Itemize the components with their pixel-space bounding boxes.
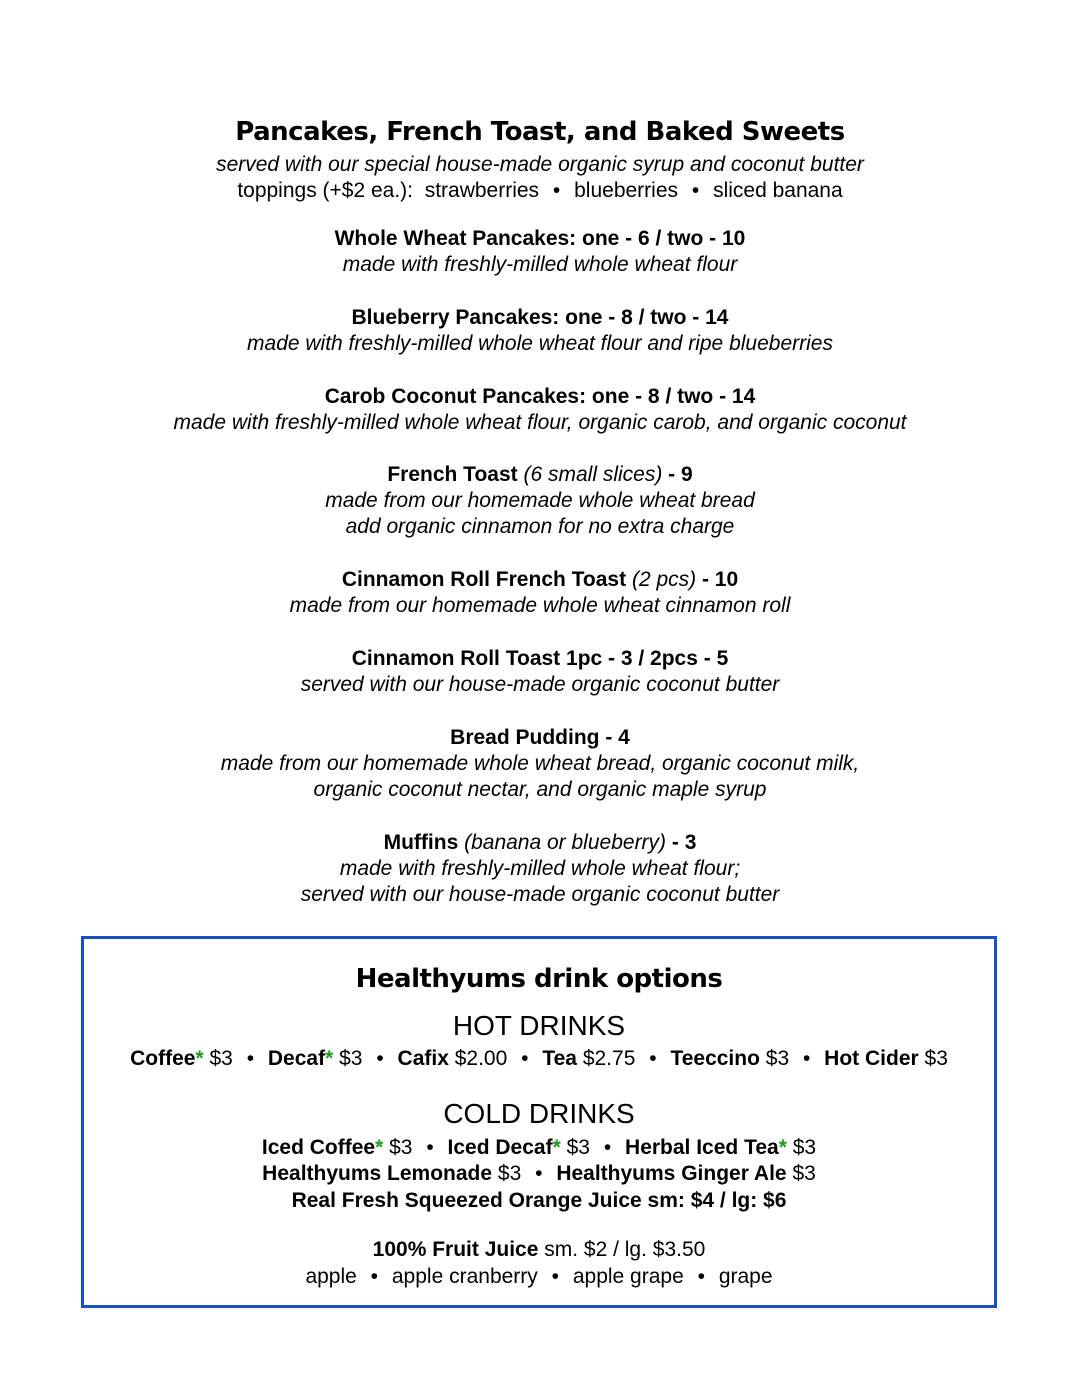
item-desc: add organic cinnamon for no extra charge bbox=[345, 515, 735, 538]
item-price: - 9 bbox=[662, 463, 693, 486]
star-mark: * bbox=[375, 1136, 384, 1159]
item-desc: made with freshly-milled whole wheat flour; bbox=[339, 857, 741, 880]
drink-name: Cafix bbox=[397, 1047, 449, 1070]
menu-item bbox=[0, 384, 1080, 436]
drink-name: Healthyums Lemonade bbox=[262, 1162, 493, 1185]
item-name: Whole Wheat Pancakes: one - 6 / two - 10 bbox=[334, 227, 746, 250]
item-name bbox=[0, 830, 1080, 856]
item-name: Cinnamon Roll Toast 1pc - 3 / 2pcs - 5 bbox=[351, 647, 729, 670]
menu-item bbox=[0, 305, 1080, 357]
item-name: Blueberry Pancakes: one - 8 / two - 14 bbox=[351, 306, 729, 329]
item-title: Muffins bbox=[383, 831, 459, 854]
orange-juice-line: Real Fresh Squeezed Orange Juice sm: $4 / lg: $6 bbox=[291, 1189, 787, 1212]
drink-price: $3 bbox=[497, 1162, 522, 1185]
item-desc: made from our homemade whole wheat bread bbox=[325, 489, 755, 512]
bullet: • bbox=[697, 1265, 705, 1288]
item-price: - 3 bbox=[666, 831, 697, 854]
page-title: Pancakes, French Toast, and Baked Sweets bbox=[235, 117, 845, 147]
toppings-label: toppings (+$2 ea.): bbox=[237, 179, 414, 202]
bullet: • bbox=[603, 1136, 612, 1159]
drink-price: $2.75 bbox=[582, 1047, 636, 1070]
menu-item bbox=[0, 830, 1080, 908]
drinks-title: Healthyums drink options bbox=[355, 964, 723, 994]
drink-price: $3 bbox=[389, 1136, 413, 1159]
drink-name: Iced Decaf bbox=[447, 1136, 553, 1159]
menu-item bbox=[0, 725, 1080, 803]
drink-name: Teeccino bbox=[670, 1047, 760, 1070]
item-desc: made with freshly-milled whole wheat flour and ripe blueberries bbox=[247, 332, 833, 355]
drink-price: $3 bbox=[339, 1047, 363, 1070]
flavor: grape bbox=[718, 1265, 773, 1288]
star-mark: * bbox=[778, 1136, 787, 1159]
bullet: • bbox=[370, 1265, 379, 1288]
item-note: (banana or blueberry) bbox=[464, 831, 667, 854]
item-note: (2 pcs) bbox=[631, 568, 697, 591]
item-desc: made from our homemade whole wheat bread, organic coconut milk, bbox=[220, 752, 860, 775]
item-desc: made with freshly-milled whole wheat flour, organic carob, and organic coconut bbox=[173, 411, 907, 434]
bullet: • bbox=[691, 179, 700, 202]
item-desc: served with our house-made organic coconut butter bbox=[300, 883, 780, 906]
item-desc: organic coconut nectar, and organic maple syrup bbox=[313, 778, 767, 801]
item-name bbox=[0, 462, 1080, 488]
topping: sliced banana bbox=[713, 179, 843, 202]
drink-price: $3 bbox=[792, 1136, 817, 1159]
drink-name: 100% Fruit Juice bbox=[372, 1238, 539, 1261]
cold-drinks-line bbox=[84, 1161, 994, 1187]
bullet: • bbox=[426, 1136, 434, 1159]
drink-name: Coffee bbox=[130, 1047, 196, 1070]
bullet: • bbox=[521, 1047, 529, 1070]
drink-price: $3 bbox=[765, 1047, 790, 1070]
drink-price: sm. $2 / lg. $3.50 bbox=[544, 1238, 706, 1261]
item-desc: made from our homemade whole wheat cinnamon roll bbox=[289, 594, 791, 617]
flavor: apple bbox=[305, 1265, 357, 1288]
drink-name: Hot Cider bbox=[824, 1047, 919, 1070]
item-desc: made with freshly-milled whole wheat flour bbox=[342, 253, 738, 276]
drink-name: Decaf bbox=[267, 1047, 326, 1070]
item-title: French Toast bbox=[387, 463, 518, 486]
bullet: • bbox=[246, 1047, 255, 1070]
drink-name: Healthyums Ginger Ale bbox=[556, 1162, 787, 1185]
topping: strawberries bbox=[424, 179, 540, 202]
star-mark: * bbox=[325, 1047, 334, 1070]
drink-price: $2.00 bbox=[454, 1047, 508, 1070]
drink-name: Iced Coffee bbox=[261, 1136, 376, 1159]
hot-drinks-heading: HOT DRINKS bbox=[452, 1010, 626, 1041]
cold-drinks-line bbox=[84, 1135, 994, 1161]
drink-price: $3 bbox=[566, 1136, 590, 1159]
drink-price: $3 bbox=[209, 1047, 233, 1070]
item-name bbox=[0, 567, 1080, 593]
topping: blueberries bbox=[574, 179, 679, 202]
drinks-box bbox=[81, 936, 997, 1308]
menu-item bbox=[0, 226, 1080, 278]
item-title: Cinnamon Roll French Toast bbox=[341, 568, 627, 591]
item-desc: served with our house-made organic coconut butter bbox=[300, 673, 780, 696]
flavor: apple cranberry bbox=[391, 1265, 538, 1288]
intro bbox=[0, 152, 1080, 204]
drink-price: $3 bbox=[924, 1047, 948, 1070]
bullet: • bbox=[535, 1162, 543, 1185]
flavor: apple grape bbox=[572, 1265, 684, 1288]
intro-line: served with our special house-made organic syrup and coconut butter bbox=[216, 153, 864, 176]
menu-item bbox=[0, 567, 1080, 619]
item-price: - 10 bbox=[696, 568, 739, 591]
bullet: • bbox=[802, 1047, 811, 1070]
hot-drinks-line bbox=[84, 1046, 994, 1072]
bullet: • bbox=[376, 1047, 384, 1070]
fruit-flavors-line bbox=[84, 1264, 994, 1290]
fruit-juice-line bbox=[84, 1237, 994, 1263]
star-mark: * bbox=[552, 1136, 561, 1159]
item-note: (6 small slices) bbox=[523, 463, 663, 486]
toppings-line bbox=[0, 178, 1080, 204]
item-name: Bread Pudding - 4 bbox=[450, 726, 630, 749]
drink-name: Herbal Iced Tea bbox=[625, 1136, 779, 1159]
menu-item bbox=[0, 462, 1080, 540]
drink-name: Tea bbox=[542, 1047, 577, 1070]
menu-item bbox=[0, 646, 1080, 698]
drink-price: $3 bbox=[792, 1162, 816, 1185]
item-name: Carob Coconut Pancakes: one - 8 / two - 14 bbox=[324, 385, 756, 408]
cold-drinks-heading: COLD DRINKS bbox=[443, 1098, 635, 1129]
bullet: • bbox=[649, 1047, 657, 1070]
bullet: • bbox=[552, 179, 561, 202]
bullet: • bbox=[551, 1265, 559, 1288]
star-mark: * bbox=[195, 1047, 204, 1070]
